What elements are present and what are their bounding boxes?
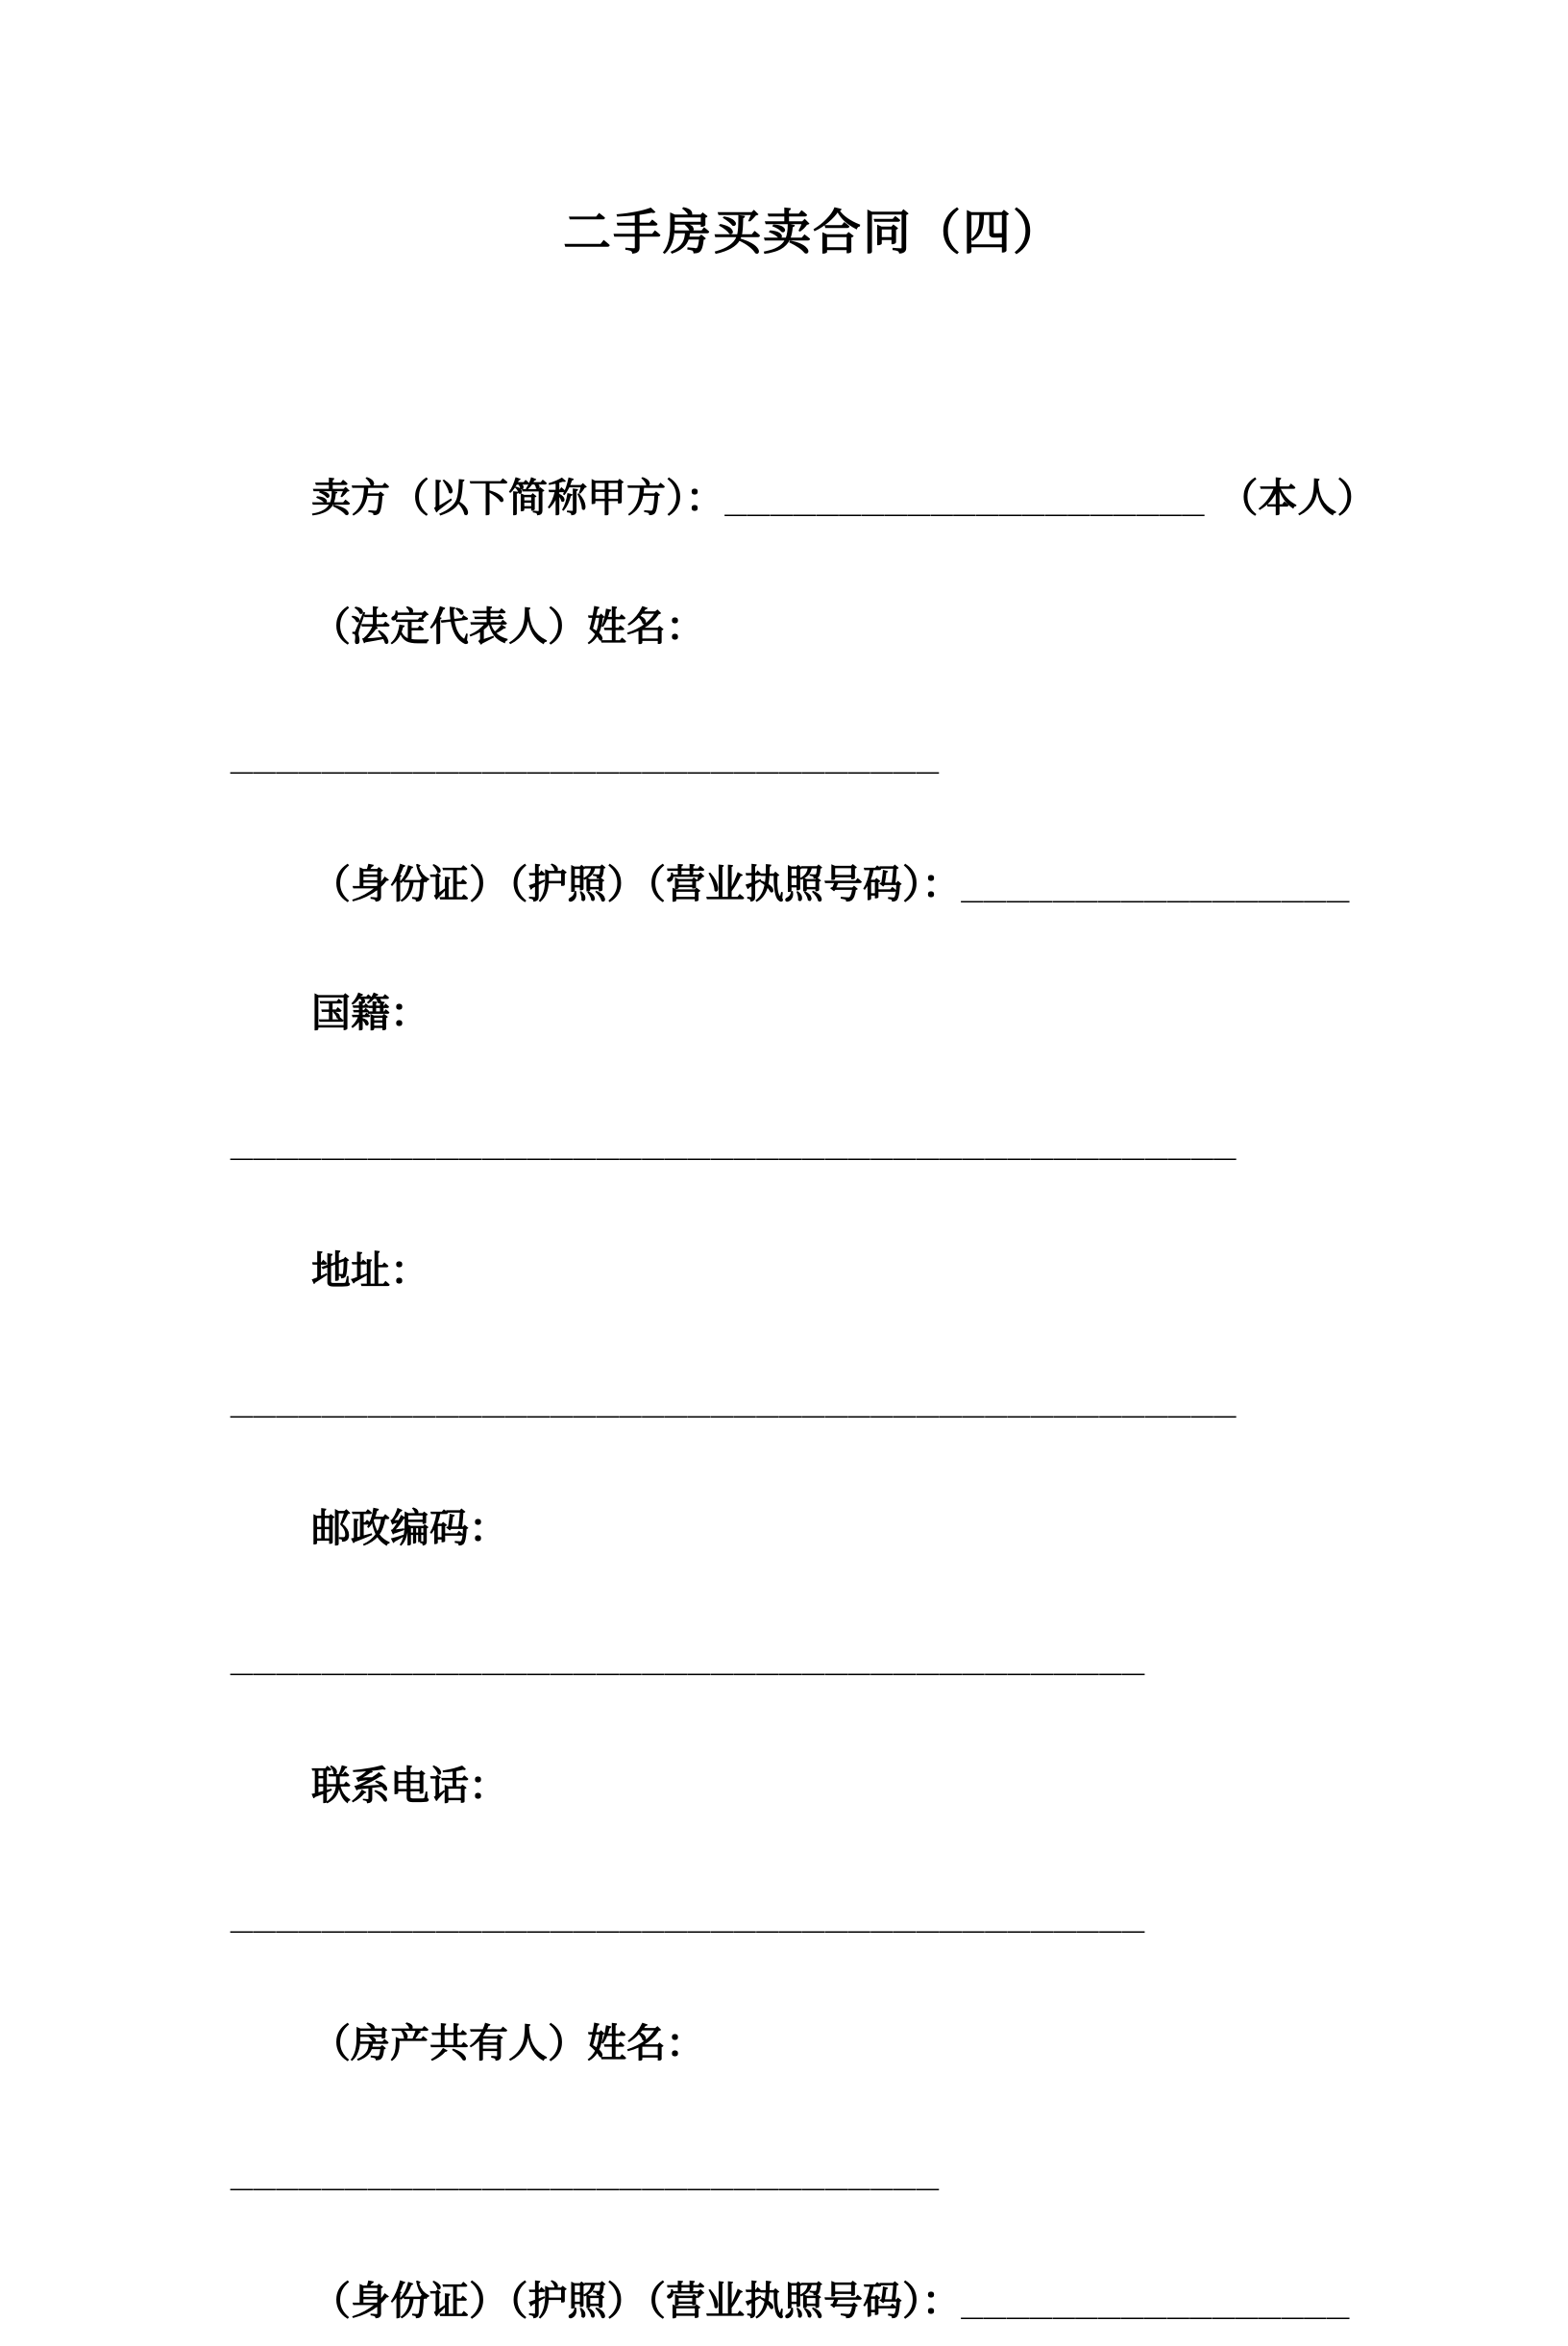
phone-blank: ________________________________________ bbox=[231, 1892, 1146, 1937]
line-postal-code-label bbox=[231, 1484, 1395, 1573]
contract-body bbox=[231, 454, 1395, 2346]
phone-label: 联系电话： bbox=[311, 1764, 508, 1808]
line-address-label bbox=[231, 1226, 1395, 1316]
postal-code-blank: ________________________________________ bbox=[231, 1635, 1146, 1679]
seller-id-label: （身份证）（护照）（营业执照号码）： bbox=[311, 862, 962, 906]
legal-rep-name-blank: _______________________________ bbox=[231, 733, 940, 778]
line-phone-blank bbox=[231, 1870, 1395, 1960]
line-co-owner-name-blank bbox=[231, 2128, 1395, 2217]
line-postal-code-blank bbox=[231, 1613, 1395, 1702]
line-co-owner-id-number bbox=[231, 2257, 1395, 2346]
address-blank: ____________________________________________ bbox=[231, 1377, 1237, 1421]
document-title: 二手房买卖合同（四） bbox=[563, 206, 1063, 259]
seller-id-blank: _________________ bbox=[961, 862, 1351, 906]
address-label: 地址： bbox=[311, 1248, 429, 1293]
co-owner-id-label: （身份证）（护照）（营业执照号码）： bbox=[311, 2279, 962, 2323]
co-owner-name-blank: _______________________________ bbox=[231, 2150, 940, 2194]
line-nationality-blank bbox=[231, 1098, 1395, 1187]
nationality-label: 国籍： bbox=[311, 991, 429, 1035]
line-co-owner-name-label bbox=[231, 1999, 1395, 2088]
seller-name-blank: _____________________ bbox=[724, 476, 1206, 520]
line-seller-id-number bbox=[231, 840, 1395, 929]
line-address-blank bbox=[231, 1355, 1395, 1445]
co-owner-name-label: （房产共有人）姓名： bbox=[311, 2021, 705, 2065]
legal-rep-name-label: （法定代表人）姓名： bbox=[311, 605, 705, 649]
line-legal-rep-name-blank bbox=[231, 711, 1395, 801]
co-owner-id-blank: _________________ bbox=[961, 2279, 1351, 2323]
line-phone-label bbox=[231, 1741, 1395, 1831]
seller-label: 卖方（以下简称甲方）： bbox=[311, 476, 725, 520]
line-legal-rep-name-label bbox=[231, 582, 1395, 672]
nationality-blank: ____________________________________________ bbox=[231, 1120, 1237, 1164]
line-seller-party bbox=[231, 454, 1395, 543]
line-nationality-label bbox=[231, 969, 1395, 1058]
postal-code-label: 邮政编码： bbox=[311, 1506, 508, 1550]
seller-person-suffix: （本人） bbox=[1218, 476, 1377, 520]
